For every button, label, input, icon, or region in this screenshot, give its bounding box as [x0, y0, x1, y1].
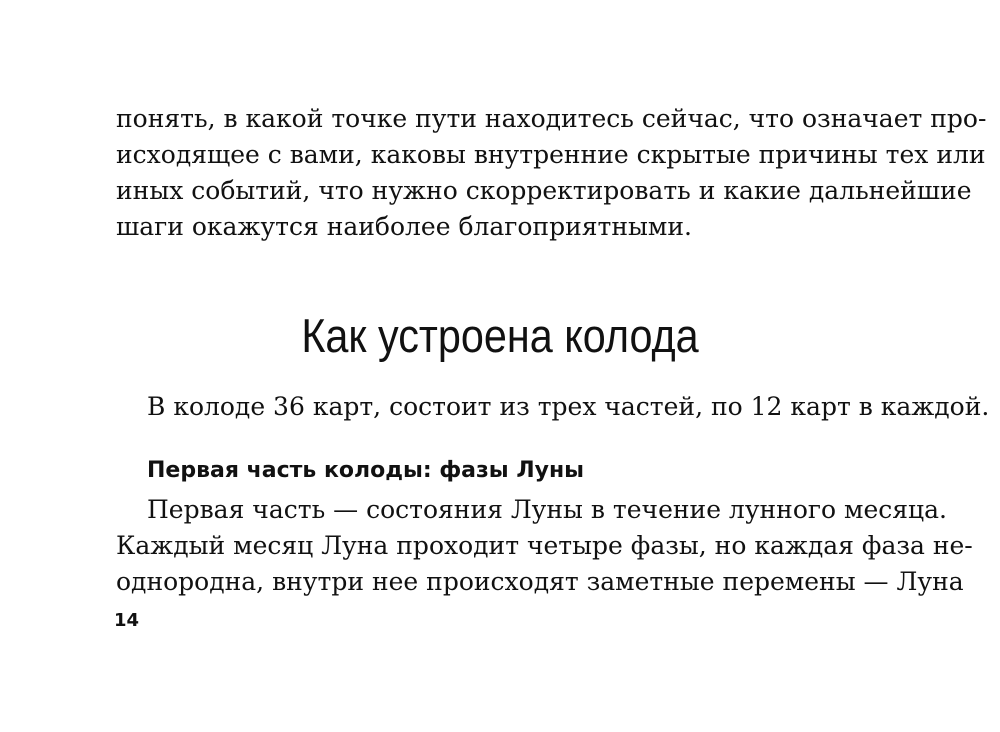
deck-paragraph — [116, 389, 990, 425]
page-number: 14 — [114, 610, 140, 631]
intro-paragraph — [116, 101, 987, 245]
paragraph-line: Каждый месяц Луна проходит четыре фазы, но каждая фаза не- — [116, 531, 973, 560]
paragraph-line: В колоде 36 карт, состоит из трех частей, по 12 карт в каждой. — [147, 392, 990, 421]
paragraph-line: понять, в какой точке пути находитесь сейчас, что означает про- — [116, 104, 987, 133]
paragraph-line: однородна, внутри нее происходят заметные перемены — Луна — [116, 567, 964, 596]
paragraph-line: Первая часть — состояния Луны в течение лунного месяца. — [147, 495, 947, 524]
part1-paragraph — [116, 492, 973, 600]
paragraph-line: шаги окажутся наиболее благоприятными. — [116, 212, 692, 241]
paragraph-line: исходящее с вами, каковы внутренние скрытые причины тех или — [116, 140, 986, 169]
paragraph-line: иных событий, что нужно скорректировать и какие дальнейшие — [116, 176, 972, 205]
section-heading: Как устроена колода — [301, 309, 699, 362]
subsection-heading: Первая часть колоды: фазы Луны — [147, 458, 585, 483]
